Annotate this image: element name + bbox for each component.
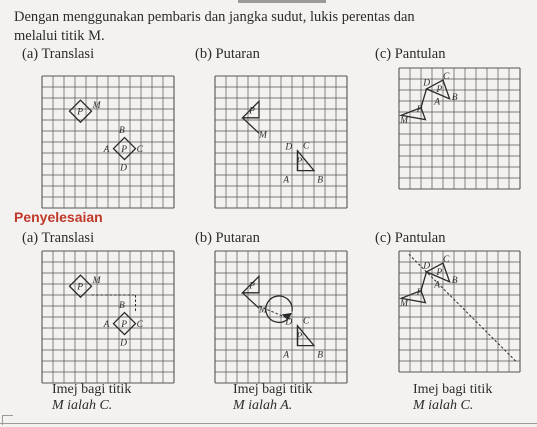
grid-question-c [399,68,520,189]
label-A-sa: A [103,319,110,330]
label-B-qb: B [317,175,324,186]
label-P-image-sa: P [121,319,128,330]
label-A-sc: A [434,280,441,291]
label-M-qc: M [400,116,409,126]
answer-b-caption-line2: M ialah A. [233,398,293,413]
answer-a-caption-line1: Imej bagi titik [52,382,132,397]
section-title: Penyelesaian [14,209,103,225]
label-M-qa: M [92,100,101,111]
label-A-qb: A [283,175,290,186]
question-c-heading: (c) Pantulan [375,46,446,62]
answer-a-heading: (a) Translasi [22,230,95,246]
label-P-object-sb: P [249,281,255,292]
grid-answer-a [42,251,174,383]
label-D-qb: D [285,142,293,153]
answer-c-caption-line1: Imej bagi titik [413,382,493,397]
grid-answer-b [215,251,347,383]
answer-b-caption-line1: Imej bagi titik [233,382,313,397]
label-D-qc: D [423,78,431,89]
shapes-layer [70,80,516,361]
label-D-qa: D [120,163,127,174]
grid-answer-c [399,251,520,372]
label-C-qb: C [303,141,310,152]
label-P-object-sa: P [77,282,84,293]
grid-question-a [42,76,174,208]
label-P-object-qa: P [77,107,84,118]
label-M-sa: M [92,275,101,286]
label-P-image-sb: P [296,332,303,342]
label-M-sc: M [400,299,409,309]
label-C-sa: C [136,319,143,330]
label-A-sb: A [283,350,290,361]
answer-c-heading: (c) Pantulan [375,230,446,246]
question-b-heading: (b) Putaran [195,46,260,62]
label-C-qc: C [443,72,450,82]
labels-layer [76,72,458,361]
label-A-qc: A [434,97,441,108]
label-P-left-sc: P [416,288,423,298]
label-D-sa: D [120,338,127,349]
answer-c-caption-line2: M ialah C. [413,398,474,413]
label-B-sb: B [317,350,324,361]
label-B-sa: B [119,301,125,312]
label-C-qa: C [136,144,143,155]
label-P-top-qc: P [436,85,443,96]
label-P-left-qc: P [416,105,423,115]
label-B-sc: B [451,275,458,286]
grid-question-b [215,76,347,208]
grids-layer [42,68,520,383]
label-C-sb: C [303,316,310,327]
label-D-sc: D [423,261,431,272]
label-M-sb: M [259,305,267,316]
label-P-image-qb: P [296,157,303,167]
label-C-sc: C [443,255,450,265]
label-P-object-qb: P [249,106,255,117]
label-P-image-qa: P [121,144,128,155]
label-M-qb: M [259,130,267,141]
question-a-heading: (a) Translasi [22,46,95,62]
label-B-qc: B [451,92,458,103]
label-A-qa: A [103,144,110,155]
label-B-qa: B [119,126,125,137]
answer-b-heading: (b) Putaran [195,230,260,246]
label-P-top-sc: P [436,268,443,279]
answer-a-caption-line2: M ialah C. [52,398,113,413]
instruction-text: Dengan menggunakan pembaris dan jangka sudut, lukis perentas dan melalui titik M. [14,9,415,44]
label-D-sb: D [285,317,293,328]
